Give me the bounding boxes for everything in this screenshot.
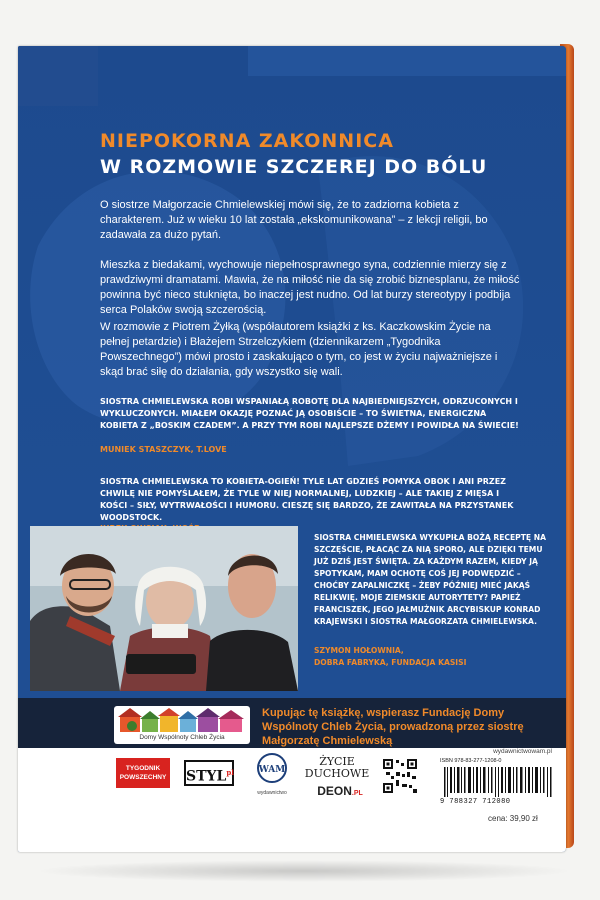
qr-code-icon [382, 758, 418, 794]
wam-logo [252, 752, 292, 798]
styl-logo [184, 760, 234, 786]
houses-icon [118, 708, 246, 734]
blurb-paragraph-2: Mieszka z biedakami, wychowuje niepełnosprawnego syna, codziennie mierzy się z prawdziwymi dramatami. Mawia, że na miłość nie da się zrobić biznesplanu, że miłość powinna być nieco stuknięta, bo inaczej jest nudno. Od lat burzy stereotypy i podbija serca Polaków swoją szczerością. [100, 259, 520, 316]
styl-logo-text: STYL [186, 768, 227, 785]
blurb-paragraph-1: O siostrze Małgorzacie Chmielewskiej mówi się, że to zadziorna kobieta z charakterem. Już w wieku 10 lat została „ekskomunikowana” – z lekcji religii, bo zadawała za dużo pytań. [100, 199, 488, 241]
zycie-duchowe-logo: ŻYCIE DUCHOWE [304, 755, 370, 780]
quote-author-staszczyk: MUNIEK STASZCZYK, T.LOVE [100, 445, 227, 454]
authors-photo [30, 526, 298, 691]
quote-staszczyk: SIOSTRA CHMIELEWSKA ROBI WSPANIAŁĄ ROBOTĘ DLA NAJBIEDNIEJSZYCH, ODRZUCONYCH I WYKLUCZONYCH. MIAŁEM OKAZJĘ POZNAĆ JĄ OSOBIŚCIE – TO ŚWIETNA, ENERGICZNA KOBIETA Z „BOSKIM CZADEM”. A PRZY TYM ROBI NAJLEPSZE DŻEMY I POWIDŁA NA ŚWIECIE! [100, 397, 519, 430]
deon-logo [308, 784, 372, 798]
styl-logo-suffix: pl [226, 768, 234, 777]
isbn-barcode [440, 758, 558, 806]
wam-emblem-icon [256, 752, 288, 784]
quote-holownia: SIOSTRA CHMIELEWSKA WYKUPIŁA BOŻĄ RECEPTĘ NA SZCZĘŚCIE, PŁACĄC ZA NIĄ SPORO, ALE DZIĘKI TEMU JUŻ DZIŚ JEST ŚWIĘTA. ZA KAŻDYM RAZEM, KIEDY JĄ SPOTYKAM, MAM OCHOTĘ COŚ JEJ PODWĘDZIĆ – CHOĆBY ZAPALNICZKĘ – ŻEBY PÓŹNIEJ MIEĆ JAKĄŚ RELIKWIĘ. MOJE ZIEMSKIE AUTORYTETY? PAPIEŻ FRANCISZEK, JEGO JAŁMUŻNIK ARCYBISKUP KONRAD KRAJEWSKI I SIOSTRA MAŁGORZATA CHMIELEWSKA. [314, 533, 546, 626]
deon-logo-text: DEON [317, 784, 352, 798]
charity-message: Kupując tę książkę, wspierasz Fundację Domy Wspólnoty Chleb Życia, prowadzoną przez siostrę Małgorzatę Chmielewską [262, 707, 524, 747]
charity-logo [114, 706, 250, 744]
quote-owsiak: SIOSTRA CHMIELEWSKA TO KOBIETA-OGIEŃ! TYLE LAT GDZIEŚ POMYKA OBOK I ANI PRZEZ CHWILĘ NIE POMYŚLAŁEM, ŻE TYLE W NIEJ NORMALNEJ, LUDZKIEJ – ALE TAKIEJ Z MIĘSA I KOŚCI – SIŁY, WYTRWAŁOŚCI I HUMORU. CIESZĘ SIĘ BARDZO, ŻE ZAWITAŁA NA PRZYSTANEK WOODSTOCK. [100, 477, 514, 522]
charity-logo-name: Domy Wspólnoty Chleb Życia [139, 734, 225, 741]
price: cena: 39,90 zł [488, 814, 538, 823]
headline-line-2: W ROZMOWIE SZCZEREJ DO BÓLU [100, 156, 488, 178]
publisher-website: wydawnictwowam.pl [493, 748, 552, 755]
book-shadow [34, 860, 574, 882]
quote-author-holownia: SZYMON HOŁOWNIA, [314, 646, 404, 655]
deon-logo-suffix: .PL [351, 790, 363, 797]
tygodnik-powszechny-logo: TYGODNIK POWSZECHNY [116, 758, 170, 788]
book-back-cover [18, 46, 566, 852]
wam-emblem-text: WAM [258, 765, 286, 775]
wam-logo-label: wydawnictwo [257, 790, 287, 796]
barcode-icon [444, 767, 556, 797]
isbn-label: ISBN 978-83-277-1208-0 [440, 758, 502, 764]
blurb-paragraph-3: W rozmowie z Piotrem Żyłką (współautorem książki z ks. Kaczkowskim Życie na pełnej petardzie) i Błażejem Strzelczykiem (dziennikarzem „Tygodnika Powszechnego”) mówi prosto i zaskakująco o tym, co jest w życiu najważniejsze i skąd brać siłę do działania, gdy wszystko się wali. [100, 321, 498, 378]
headline-line-1: NIEPOKORNA ZAKONNICA [100, 130, 394, 152]
quote-author-holownia-org: DOBRA FABRYKA, FUNDACJA KASISI [314, 658, 467, 667]
isbn-digits: 9 788327 712080 [440, 798, 511, 806]
